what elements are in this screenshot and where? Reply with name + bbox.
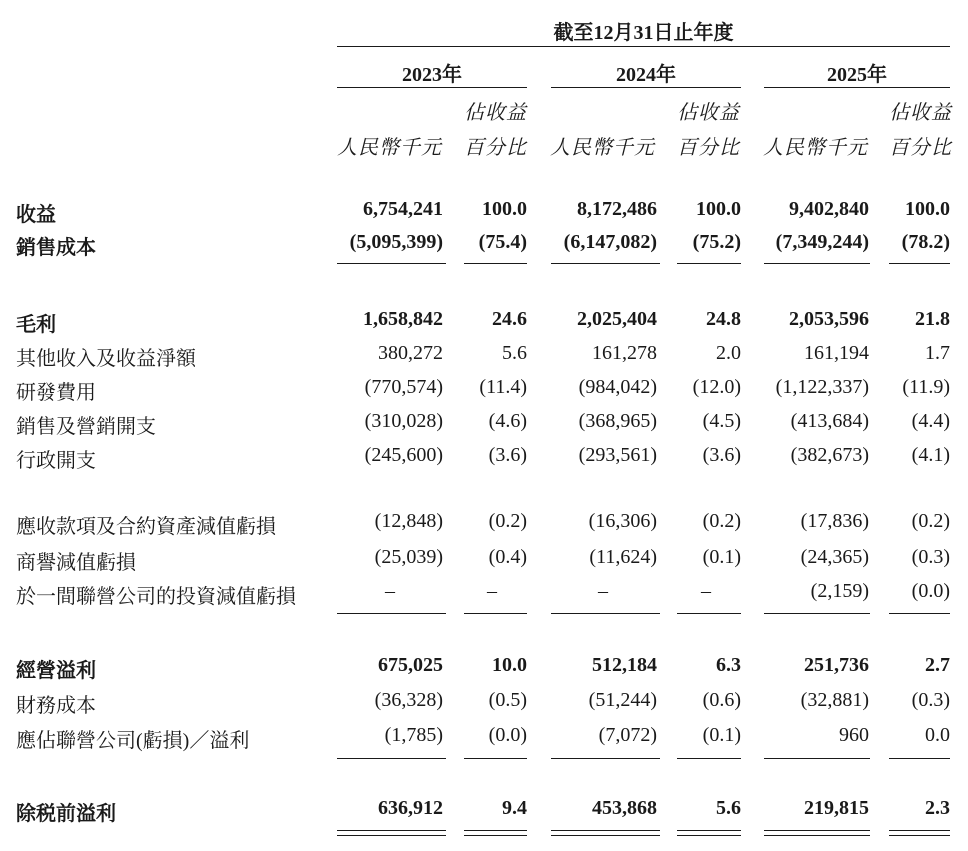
total-double-rule: [677, 835, 741, 836]
amount-cell: (7,349,244): [775, 231, 869, 253]
percent-cell: 5.6: [502, 342, 527, 364]
amount-cell: (382,673): [790, 444, 869, 466]
percent-cell: 9.4: [502, 797, 527, 819]
row-label: 應佔聯營公司(虧損)／溢利: [16, 730, 250, 752]
row-label: 行政開支: [16, 450, 96, 472]
subtotal-rule: [677, 263, 741, 264]
amount-cell: 380,272: [378, 342, 443, 364]
percent-cell: 21.8: [915, 308, 950, 330]
amount-cell: (984,042): [578, 376, 657, 398]
year-rule-2024: [551, 87, 741, 88]
percent-cell: (0.2): [488, 510, 527, 532]
subtotal-rule: [677, 613, 741, 614]
percent-cell: –: [701, 580, 711, 602]
amount-cell: 8,172,486: [577, 198, 657, 220]
table-period-header: 截至12月31日止年度: [553, 22, 734, 44]
amount-cell: 636,912: [378, 797, 443, 819]
percent-cell: (0.5): [488, 689, 527, 711]
unit-amount-2023: 人民幣千元: [337, 137, 442, 159]
percent-cell: (4.5): [702, 410, 741, 432]
subtotal-rule: [551, 758, 660, 759]
subtotal-rule: [337, 758, 446, 759]
amount-cell: (7,072): [598, 724, 657, 746]
percent-cell: 10.0: [492, 654, 527, 676]
amount-cell: (32,881): [800, 689, 869, 711]
percent-cell: (0.3): [911, 546, 950, 568]
row-label: 商譽減值虧損: [16, 552, 136, 574]
unit-pct-line2-2025: 百分比: [889, 137, 952, 159]
unit-amount-2025: 人民幣千元: [763, 137, 868, 159]
unit-pct-line2-2024: 百分比: [677, 137, 740, 159]
percent-cell: 1.7: [925, 342, 950, 364]
amount-cell: (5,095,399): [349, 231, 443, 253]
amount-cell: 1,658,842: [363, 308, 443, 330]
percent-cell: (11.4): [479, 376, 527, 398]
percent-cell: 2.7: [925, 654, 950, 676]
amount-cell: 512,184: [592, 654, 657, 676]
year-header-2025: 2025年: [827, 64, 887, 86]
amount-cell: (12,848): [374, 510, 443, 532]
percent-cell: 6.3: [716, 654, 741, 676]
row-label: 除税前溢利: [16, 803, 116, 825]
amount-cell: (36,328): [374, 689, 443, 711]
total-double-rule: [337, 835, 446, 836]
subtotal-rule: [677, 758, 741, 759]
percent-cell: 0.0: [925, 724, 950, 746]
row-label: 毛利: [16, 314, 56, 336]
subtotal-rule: [889, 613, 950, 614]
year-rule-2023: [337, 87, 527, 88]
amount-cell: (293,561): [578, 444, 657, 466]
amount-cell: 2,025,404: [577, 308, 657, 330]
percent-cell: (78.2): [901, 231, 950, 253]
total-double-rule: [464, 835, 527, 836]
row-label: 銷售成本: [16, 237, 96, 259]
amount-cell: 6,754,241: [363, 198, 443, 220]
unit-pct-line1-2024: 佔收益: [677, 102, 740, 124]
total-double-rule: [551, 830, 660, 831]
percent-cell: 24.8: [706, 308, 741, 330]
amount-cell: (1,122,337): [775, 376, 869, 398]
amount-cell: (6,147,082): [563, 231, 657, 253]
percent-cell: 2.0: [716, 342, 741, 364]
percent-cell: 100.0: [482, 198, 527, 220]
amount-cell: 251,736: [804, 654, 869, 676]
total-double-rule: [551, 835, 660, 836]
percent-cell: (3.6): [488, 444, 527, 466]
amount-cell: (24,365): [800, 546, 869, 568]
percent-cell: (3.6): [702, 444, 741, 466]
unit-pct-line1-2023: 佔收益: [464, 102, 527, 124]
percent-cell: (0.2): [911, 510, 950, 532]
percent-cell: (12.0): [692, 376, 741, 398]
amount-cell: (368,965): [578, 410, 657, 432]
amount-cell: (25,039): [374, 546, 443, 568]
amount-cell: 219,815: [804, 797, 869, 819]
percent-cell: (0.0): [488, 724, 527, 746]
percent-cell: 100.0: [696, 198, 741, 220]
row-label: 研發費用: [16, 382, 96, 404]
subtotal-rule: [337, 613, 446, 614]
unit-pct-line1-2025: 佔收益: [889, 102, 952, 124]
percent-cell: (4.4): [911, 410, 950, 432]
amount-cell: (16,306): [588, 510, 657, 532]
percent-cell: (0.4): [488, 546, 527, 568]
percent-cell: (75.4): [478, 231, 527, 253]
subtotal-rule: [764, 613, 870, 614]
total-double-rule: [764, 835, 870, 836]
amount-cell: (1,785): [384, 724, 443, 746]
subtotal-rule: [764, 758, 870, 759]
subtotal-rule: [464, 613, 527, 614]
total-double-rule: [889, 830, 950, 831]
total-double-rule: [889, 835, 950, 836]
subtotal-rule: [551, 263, 660, 264]
total-double-rule: [464, 830, 527, 831]
amount-cell: (245,600): [364, 444, 443, 466]
row-label: 於一間聯營公司的投資減值虧損: [16, 586, 296, 608]
subtotal-rule: [464, 758, 527, 759]
amount-cell: –: [385, 580, 395, 602]
amount-cell: 9,402,840: [789, 198, 869, 220]
percent-cell: 2.3: [925, 797, 950, 819]
year-header-2024: 2024年: [616, 64, 676, 86]
percent-cell: (0.6): [702, 689, 741, 711]
total-double-rule: [677, 830, 741, 831]
percent-cell: (4.6): [488, 410, 527, 432]
row-label: 收益: [16, 204, 56, 226]
percent-cell: (0.3): [911, 689, 950, 711]
year-header-2023: 2023年: [402, 64, 462, 86]
amount-cell: (413,684): [790, 410, 869, 432]
amount-cell: (17,836): [800, 510, 869, 532]
amount-cell: 161,278: [592, 342, 657, 364]
subtotal-rule: [551, 613, 660, 614]
subtotal-rule: [889, 758, 950, 759]
subtotal-rule: [337, 263, 446, 264]
percent-cell: 100.0: [905, 198, 950, 220]
row-label: 應收款項及合約資產減值虧損: [16, 516, 276, 538]
amount-cell: 675,025: [378, 654, 443, 676]
amount-cell: 161,194: [804, 342, 869, 364]
row-label: 銷售及營銷開支: [16, 416, 156, 438]
percent-cell: (11.9): [902, 376, 950, 398]
percent-cell: (0.1): [702, 724, 741, 746]
subtotal-rule: [889, 263, 950, 264]
amount-cell: 960: [839, 724, 869, 746]
percent-cell: (75.2): [692, 231, 741, 253]
header-rule: [337, 46, 950, 47]
amount-cell: (2,159): [810, 580, 869, 602]
percent-cell: (4.1): [911, 444, 950, 466]
percent-cell: 5.6: [716, 797, 741, 819]
amount-cell: –: [598, 580, 608, 602]
row-label: 經營溢利: [16, 660, 96, 682]
percent-cell: 24.6: [492, 308, 527, 330]
unit-amount-2024: 人民幣千元: [550, 137, 655, 159]
row-label: 其他收入及收益淨額: [16, 348, 196, 370]
subtotal-rule: [464, 263, 527, 264]
amount-cell: 453,868: [592, 797, 657, 819]
percent-cell: –: [487, 580, 497, 602]
amount-cell: 2,053,596: [789, 308, 869, 330]
subtotal-rule: [764, 263, 870, 264]
amount-cell: (51,244): [588, 689, 657, 711]
amount-cell: (11,624): [589, 546, 657, 568]
total-double-rule: [764, 830, 870, 831]
percent-cell: (0.0): [911, 580, 950, 602]
amount-cell: (770,574): [364, 376, 443, 398]
unit-pct-line2-2023: 百分比: [464, 137, 527, 159]
row-label: 財務成本: [16, 695, 96, 717]
year-rule-2025: [764, 87, 950, 88]
amount-cell: (310,028): [364, 410, 443, 432]
total-double-rule: [337, 830, 446, 831]
percent-cell: (0.1): [702, 546, 741, 568]
percent-cell: (0.2): [702, 510, 741, 532]
